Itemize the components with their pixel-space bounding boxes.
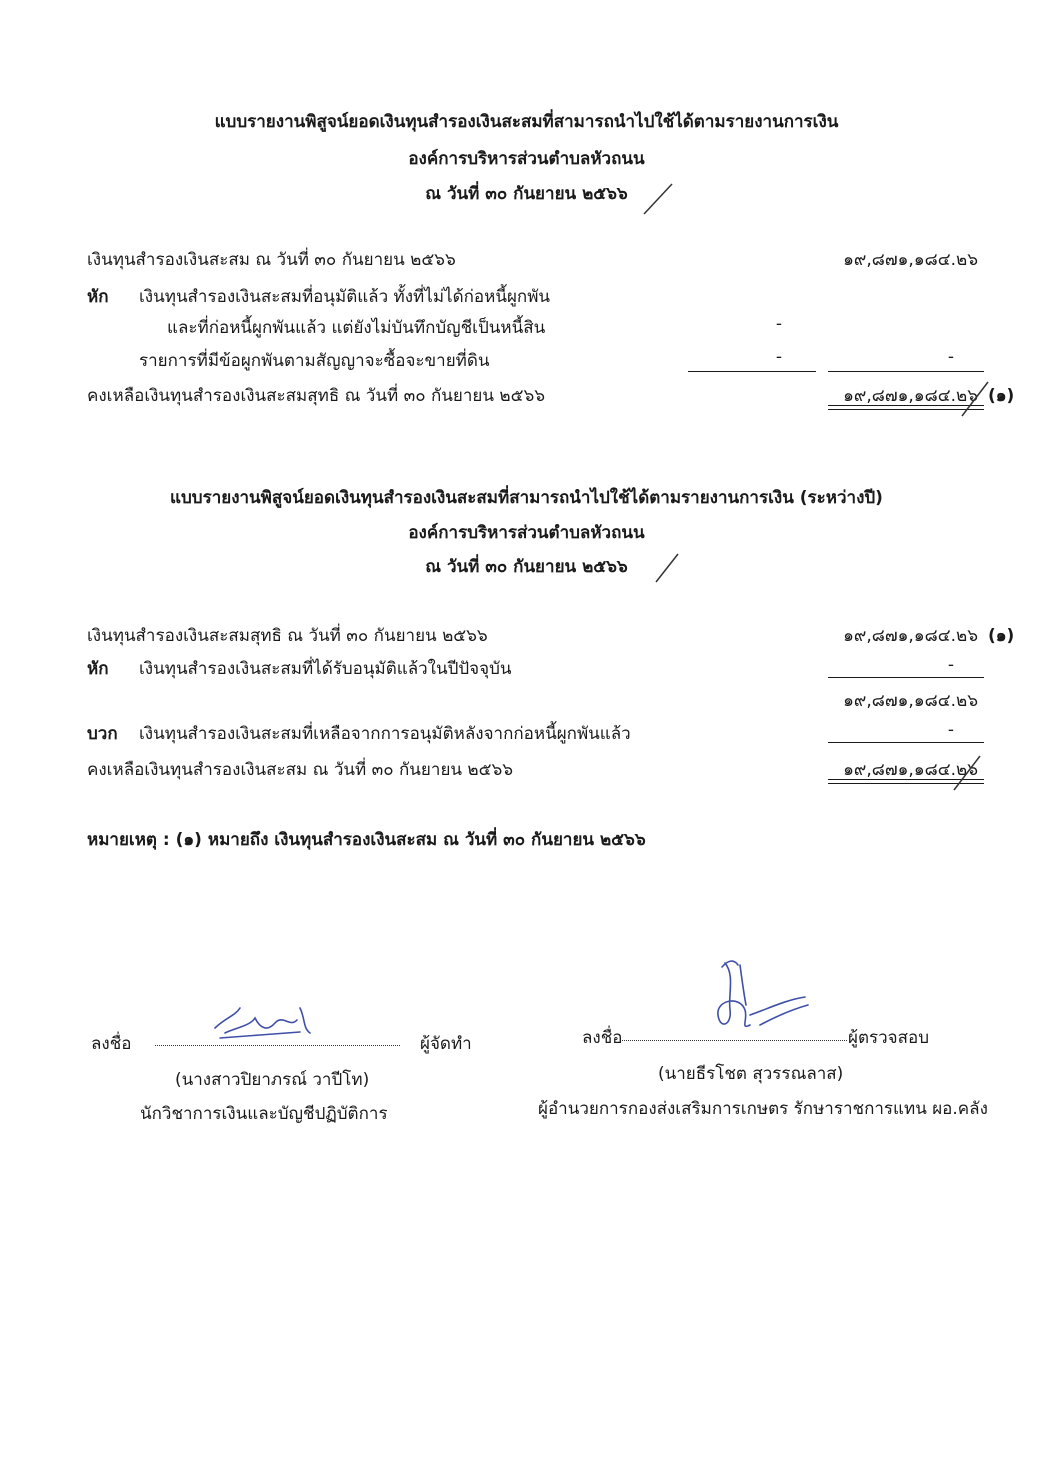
- subtotal-rule: [688, 371, 816, 372]
- check-mark: [640, 178, 680, 218]
- report1-date: ณ วันที่ ๓๐ กันยายน ๒๕๖๖: [425, 184, 628, 204]
- report2-row3-label: เงินทุนสำรองเงินสะสมที่เหลือจากการอนุมัติหลังจากก่อหนี้ผูกพันแล้ว: [139, 724, 631, 744]
- left-signer-position: นักวิชาการเงินและบัญชีปฏิบัติการ: [140, 1104, 388, 1124]
- handwritten-signature: [205, 998, 325, 1048]
- report1-row4-note: (๑): [988, 386, 1015, 406]
- check-mark: [950, 752, 990, 792]
- right-signer-position: ผู้อำนวยการกองส่งเสริมการเกษตร รักษาราชการแทน ผอ.คลัง: [538, 1099, 988, 1119]
- right-role-label: ผู้ตรวจสอบ: [848, 1028, 930, 1048]
- right-sign-label: ลงชื่อ: [582, 1028, 623, 1048]
- report2-title: แบบรายงานพิสูจน์ยอดเงินทุนสำรองเงินสะสมที่สามารถนำไปใช้ได้ตามรายงานการเงิน (ระหว่างปี): [170, 488, 883, 508]
- report2-row4-label: คงเหลือเงินทุนสำรองเงินสะสม ณ วันที่ ๓๐ กันยายน ๒๕๖๖: [87, 760, 514, 780]
- report1-row1-label: เงินทุนสำรองเงินสะสม ณ วันที่ ๓๐ กันยายน ๒๕๖๖: [87, 250, 456, 270]
- report1-row3-value-b: -: [947, 347, 954, 367]
- report2-row2-value: -: [947, 655, 954, 675]
- report2-subtotal-value: ๑๙,๘๗๑,๑๘๔.๒๖: [843, 691, 978, 711]
- right-signer-name: (นายธีรโชต สุวรรณลาส): [658, 1064, 844, 1084]
- report1-row2-label-a: เงินทุนสำรองเงินสะสมที่อนุมัติแล้ว ทั้งที่ไม่ได้ก่อหนี้ผูกพัน: [139, 287, 551, 307]
- footnote: หมายเหตุ : (๑) หมายถึง เงินทุนสำรองเงินสะสม ณ วันที่ ๓๐ กันยายน ๒๕๖๖: [87, 830, 646, 850]
- check-mark: [958, 378, 998, 418]
- report2-date: ณ วันที่ ๓๐ กันยายน ๒๕๖๖: [425, 557, 628, 577]
- report1-row2-label-b: และที่ก่อหนี้ผูกพันแล้ว แต่ยังไม่บันทึกบัญชีเป็นหนี้สิน: [167, 318, 546, 338]
- report1-row4-value: ๑๙,๘๗๑,๑๘๔.๒๖: [843, 386, 978, 406]
- report2-row2-label: เงินทุนสำรองเงินสะสมที่ได้รับอนุมัติแล้วในปีปัจจุบัน: [139, 659, 512, 679]
- report1-organization: องค์การบริหารส่วนตำบลหัวถนน: [408, 149, 645, 169]
- report2-deduct-label: หัก: [87, 659, 109, 679]
- report2-row1-value: ๑๙,๘๗๑,๑๘๔.๒๖: [843, 626, 978, 646]
- left-sign-label: ลงชื่อ: [91, 1034, 132, 1054]
- report2-row1-label: เงินทุนสำรองเงินสะสมสุทธิ ณ วันที่ ๓๐ กันยายน ๒๕๖๖: [87, 626, 488, 646]
- check-mark: [650, 548, 690, 588]
- report1-row3-label: รายการที่มีข้อผูกพันตามสัญญาจะซื้อจะขายที่ดิน: [139, 351, 490, 371]
- report2-row3-value: -: [947, 720, 954, 740]
- report1-row1-value: ๑๙,๘๗๑,๑๘๔.๒๖: [843, 250, 978, 270]
- left-role-label: ผู้จัดทำ: [420, 1034, 472, 1054]
- report1-deduct-label: หัก: [87, 287, 109, 307]
- subtotal-rule: [828, 742, 984, 743]
- report1-row4-label: คงเหลือเงินทุนสำรองเงินสะสมสุทธิ ณ วันที่ ๓๐ กันยายน ๒๕๖๖: [87, 386, 546, 406]
- subtotal-rule: [828, 371, 984, 372]
- report1-title: แบบรายงานพิสูจน์ยอดเงินทุนสำรองเงินสะสมที่สามารถนำไปใช้ได้ตามรายงานการเงิน: [214, 112, 839, 132]
- report2-row4-value: ๑๙,๘๗๑,๑๘๔.๒๖: [843, 760, 978, 780]
- report2-add-label: บวก: [87, 724, 118, 744]
- report2-row1-note: (๑): [988, 626, 1015, 646]
- subtotal-rule: [828, 677, 984, 678]
- left-signer-name: (นางสาวปิยาภรณ์ วาปีโท): [175, 1070, 370, 1090]
- report1-row3-value-a: -: [775, 347, 782, 367]
- handwritten-signature: [700, 955, 820, 1045]
- report2-organization: องค์การบริหารส่วนตำบลหัวถนน: [408, 523, 645, 543]
- report1-row2-value: -: [775, 314, 782, 334]
